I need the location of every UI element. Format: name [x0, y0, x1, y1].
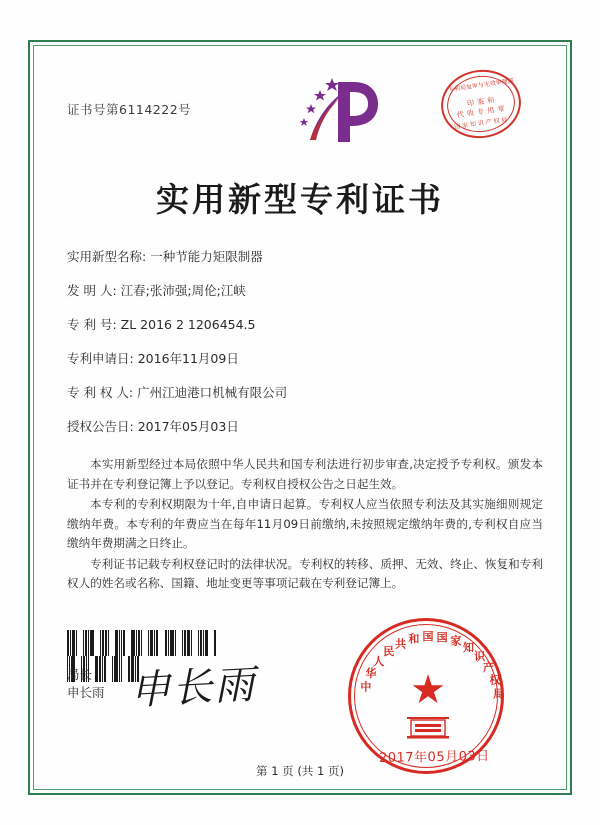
- stamp-arc-text: 中 华 人 民 共 和 国 国 家 知 识 产 权 局: [360, 630, 505, 701]
- field-label: 授权公告日:: [67, 419, 134, 434]
- review-department-stamp: [441, 70, 525, 142]
- certificate-number: 证书号第6114222号: [67, 102, 192, 117]
- field-utility-model-name: [67, 248, 545, 266]
- field-patentee: [67, 384, 545, 402]
- page-footer: 第 1 页 (共 1 页): [256, 764, 344, 778]
- stamp-date: 2017年05月03日: [378, 749, 490, 766]
- director-label: 局长: [67, 667, 93, 682]
- stamp-top-line4: 国 家 知 识 产 权 局: [453, 116, 508, 131]
- field-patent-number: [67, 316, 545, 334]
- field-value: ZL 2016 2 1206454.5: [120, 317, 256, 332]
- patent-office-logo-icon: [280, 76, 390, 148]
- field-value: 广州江迪港口机械有限公司: [137, 385, 288, 400]
- legal-paragraph-3: 专利证书记载专利权登记时的法律状况。专利权的转移、质押、无效、终止、恢复和专利权人的姓名或名称、国籍、地址变更等事项记载在专利登记簿上。: [67, 556, 543, 590]
- director-name: 申长雨: [67, 685, 105, 700]
- field-label: 专 利 权 人:: [67, 385, 134, 400]
- director-block: [67, 666, 105, 702]
- field-label: 实用新型名称:: [67, 249, 147, 264]
- field-value: 2017年05月03日: [137, 419, 239, 434]
- star-icon: ★: [410, 667, 446, 713]
- legal-paragraph-2: 本专利的专利权期限为十年,自申请日起算。专利权人应当依照专利法及其实施细则规定缴纳年费。本专利的年费应当在每年11月09日前缴纳,未按照规定缴纳年费的,专利权自应当缴纳年费期满之日终止。: [67, 497, 543, 550]
- field-inventors: [67, 282, 545, 300]
- page-title: 实用新型专利证书: [156, 180, 444, 219]
- field-label: 专 利 号:: [67, 317, 117, 332]
- field-value: 2016年11月09日: [137, 351, 239, 366]
- field-application-date: [67, 350, 545, 368]
- field-label: 专利申请日:: [67, 351, 134, 366]
- barcode: [67, 630, 217, 656]
- field-label: 发 明 人:: [67, 283, 117, 298]
- field-value: 江春;张沛强;周伦;江峡: [120, 283, 246, 298]
- field-grant-announcement-date: [67, 418, 545, 436]
- certificate-content: [45, 58, 555, 777]
- stamp-top-line1: 专利局复审与无效审理部: [447, 77, 515, 94]
- certificate-fields: [67, 248, 545, 450]
- stamp-top-line2: 印 鉴 和: [466, 96, 496, 108]
- stamp-top-line3: 代 收 专 用 章: [456, 104, 506, 120]
- handwritten-signature: 申长雨: [129, 661, 258, 715]
- legal-paragraph-1: 本实用新型经过本局依照中华人民共和国专利法进行初步审查,决定授予专利权。颁发本证书并在专利登记簿上予以登记。专利权自授权公告之日起生效。: [67, 457, 543, 491]
- field-value: 一种节能力矩限制器: [150, 249, 263, 264]
- legal-text: [67, 455, 543, 595]
